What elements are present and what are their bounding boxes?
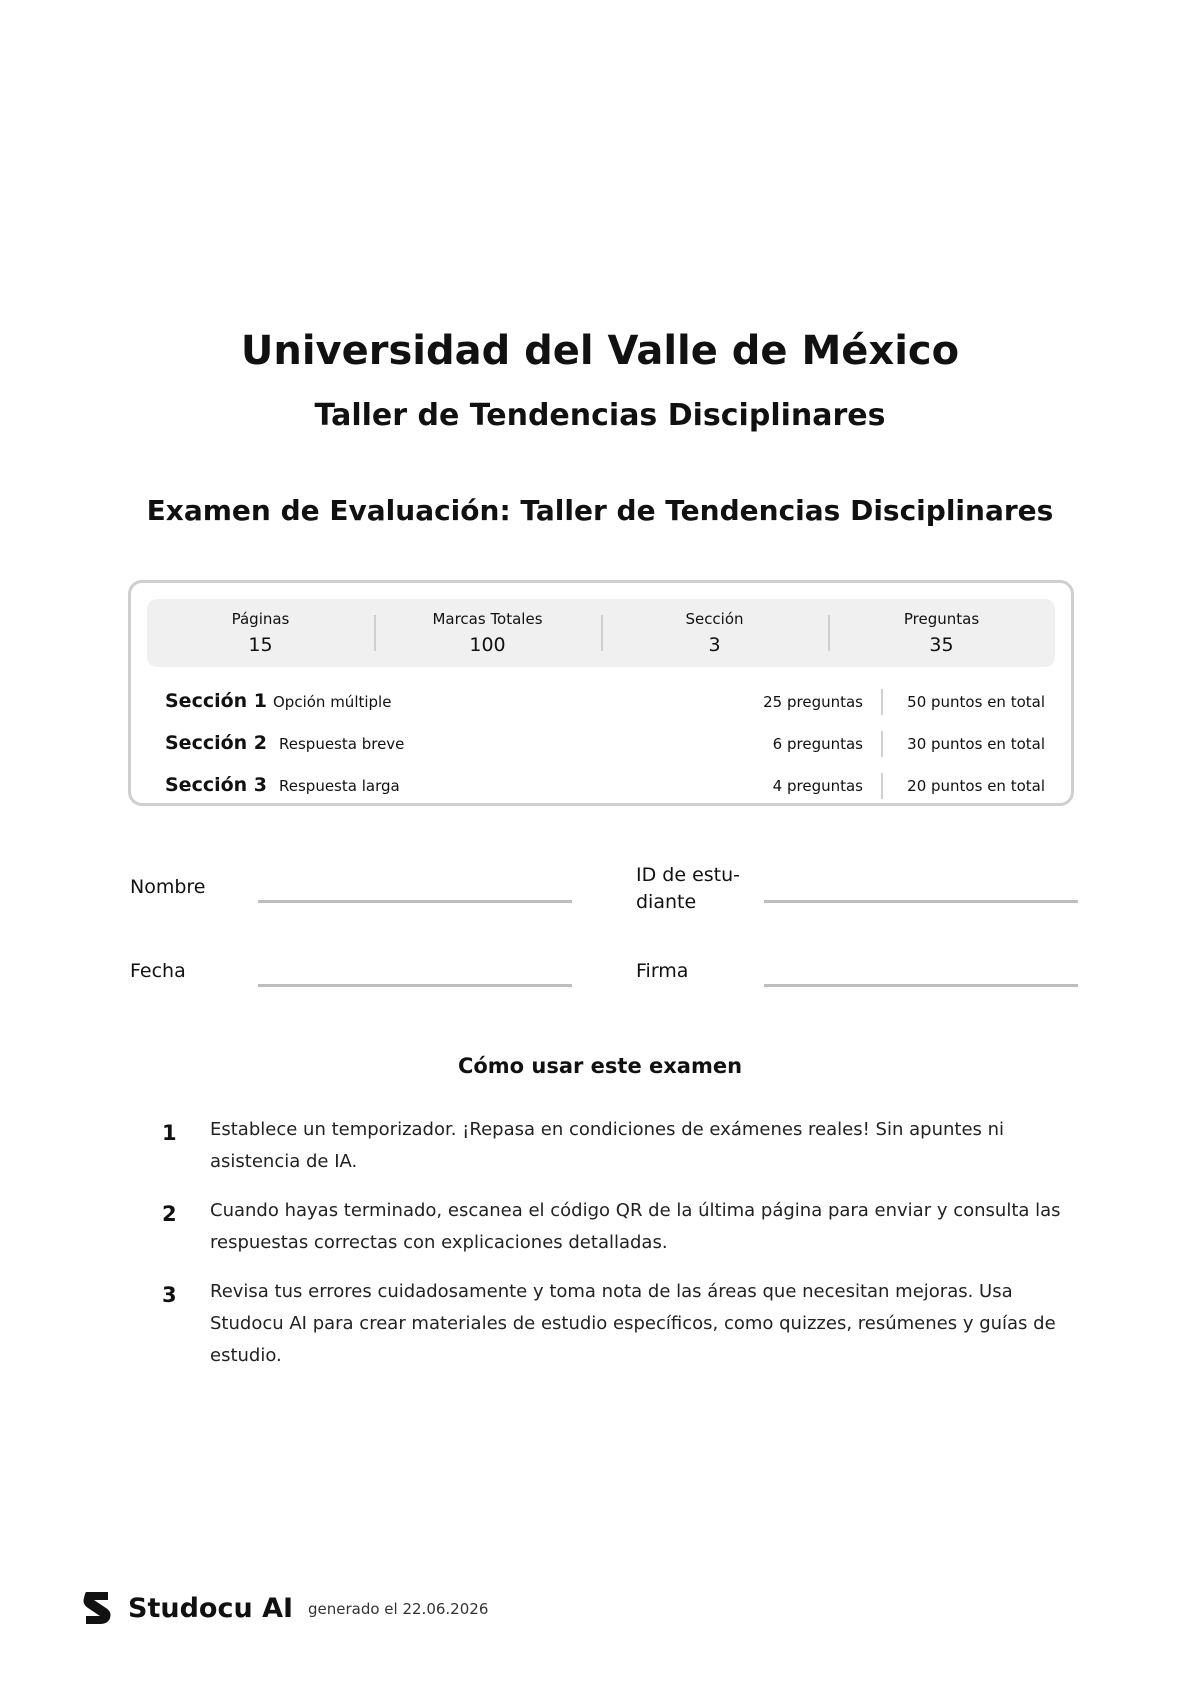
step-text: Revisa tus errores cuidadosamente y toma nota de las áreas que necesitan mejoras. Usa Studocu AI para crear materiales de estudio específicos, como quizzes, resúmenes y guías de estudio. bbox=[210, 1281, 1056, 1366]
student-id-label bbox=[636, 862, 740, 916]
date-field[interactable] bbox=[258, 984, 572, 987]
stat-value: 3 bbox=[708, 634, 721, 656]
section-row-3 bbox=[165, 771, 1045, 801]
section-row-1 bbox=[165, 687, 1045, 717]
section-points: 20 puntos en total bbox=[907, 777, 1045, 795]
section-type: Opción múltiple bbox=[273, 693, 392, 711]
exam-title: Examen de Evaluación: Taller de Tendencias Disciplinares bbox=[146, 494, 1054, 527]
section-question-count: 4 preguntas bbox=[772, 777, 863, 795]
stat-value: 100 bbox=[469, 634, 506, 656]
exam-summary-box bbox=[128, 580, 1074, 806]
step-text: Establece un temporizador. ¡Repasa en condiciones de exámenes reales! Sin apuntes ni asistencia de IA. bbox=[210, 1119, 1005, 1172]
stat-label: Marcas Totales bbox=[432, 610, 543, 628]
howto-title: Cómo usar este examen bbox=[457, 1054, 743, 1078]
stats-bar bbox=[147, 599, 1055, 667]
course-title: Taller de Tendencias Disciplinares bbox=[314, 398, 886, 433]
stat-label: Sección bbox=[685, 610, 744, 628]
step-number: 3 bbox=[162, 1283, 177, 1307]
section-question-count: 6 preguntas bbox=[772, 735, 863, 753]
step-number: 1 bbox=[162, 1121, 177, 1145]
section-name: Sección 1 bbox=[165, 690, 268, 712]
section-divider bbox=[881, 689, 883, 715]
step-number: 2 bbox=[162, 1202, 177, 1226]
university-title: Universidad del Valle de México bbox=[240, 328, 960, 374]
signature-label: Firma bbox=[636, 960, 689, 982]
section-type: Respuesta breve bbox=[279, 735, 405, 753]
studocu-logo-icon bbox=[80, 1590, 114, 1626]
date-label: Fecha bbox=[130, 960, 186, 982]
generated-date: generado el 22.06.2026 bbox=[308, 1600, 489, 1618]
section-points: 30 puntos en total bbox=[907, 735, 1045, 753]
section-type: Respuesta larga bbox=[279, 777, 400, 795]
section-question-count: 25 preguntas bbox=[763, 693, 863, 711]
section-divider bbox=[881, 731, 883, 757]
footer-brand: Studocu AI bbox=[128, 1593, 294, 1624]
stat-label: Páginas bbox=[231, 610, 290, 628]
stat-value: 35 bbox=[929, 634, 954, 656]
name-label: Nombre bbox=[130, 876, 206, 898]
stat-questions bbox=[828, 599, 1055, 667]
section-divider bbox=[881, 773, 883, 799]
student-id-label-line: diante bbox=[636, 891, 697, 913]
signature-field[interactable] bbox=[764, 984, 1078, 987]
student-id-field[interactable] bbox=[764, 900, 1078, 903]
stat-label: Preguntas bbox=[903, 610, 980, 628]
name-field[interactable] bbox=[258, 900, 572, 903]
step-text: Cuando hayas terminado, escanea el código QR de la última página para enviar y consulta las respuestas correctas con explicaciones detalladas. bbox=[210, 1200, 1061, 1253]
section-name: Sección 2 bbox=[165, 732, 268, 754]
section-points: 50 puntos en total bbox=[907, 693, 1045, 711]
stat-total-marks bbox=[374, 599, 601, 667]
section-row-2 bbox=[165, 729, 1045, 759]
stat-sections bbox=[601, 599, 828, 667]
stat-value: 15 bbox=[248, 634, 273, 656]
student-id-label-line: ID de estu- bbox=[636, 864, 740, 886]
stat-pages bbox=[147, 599, 374, 667]
section-name: Sección 3 bbox=[165, 774, 268, 796]
